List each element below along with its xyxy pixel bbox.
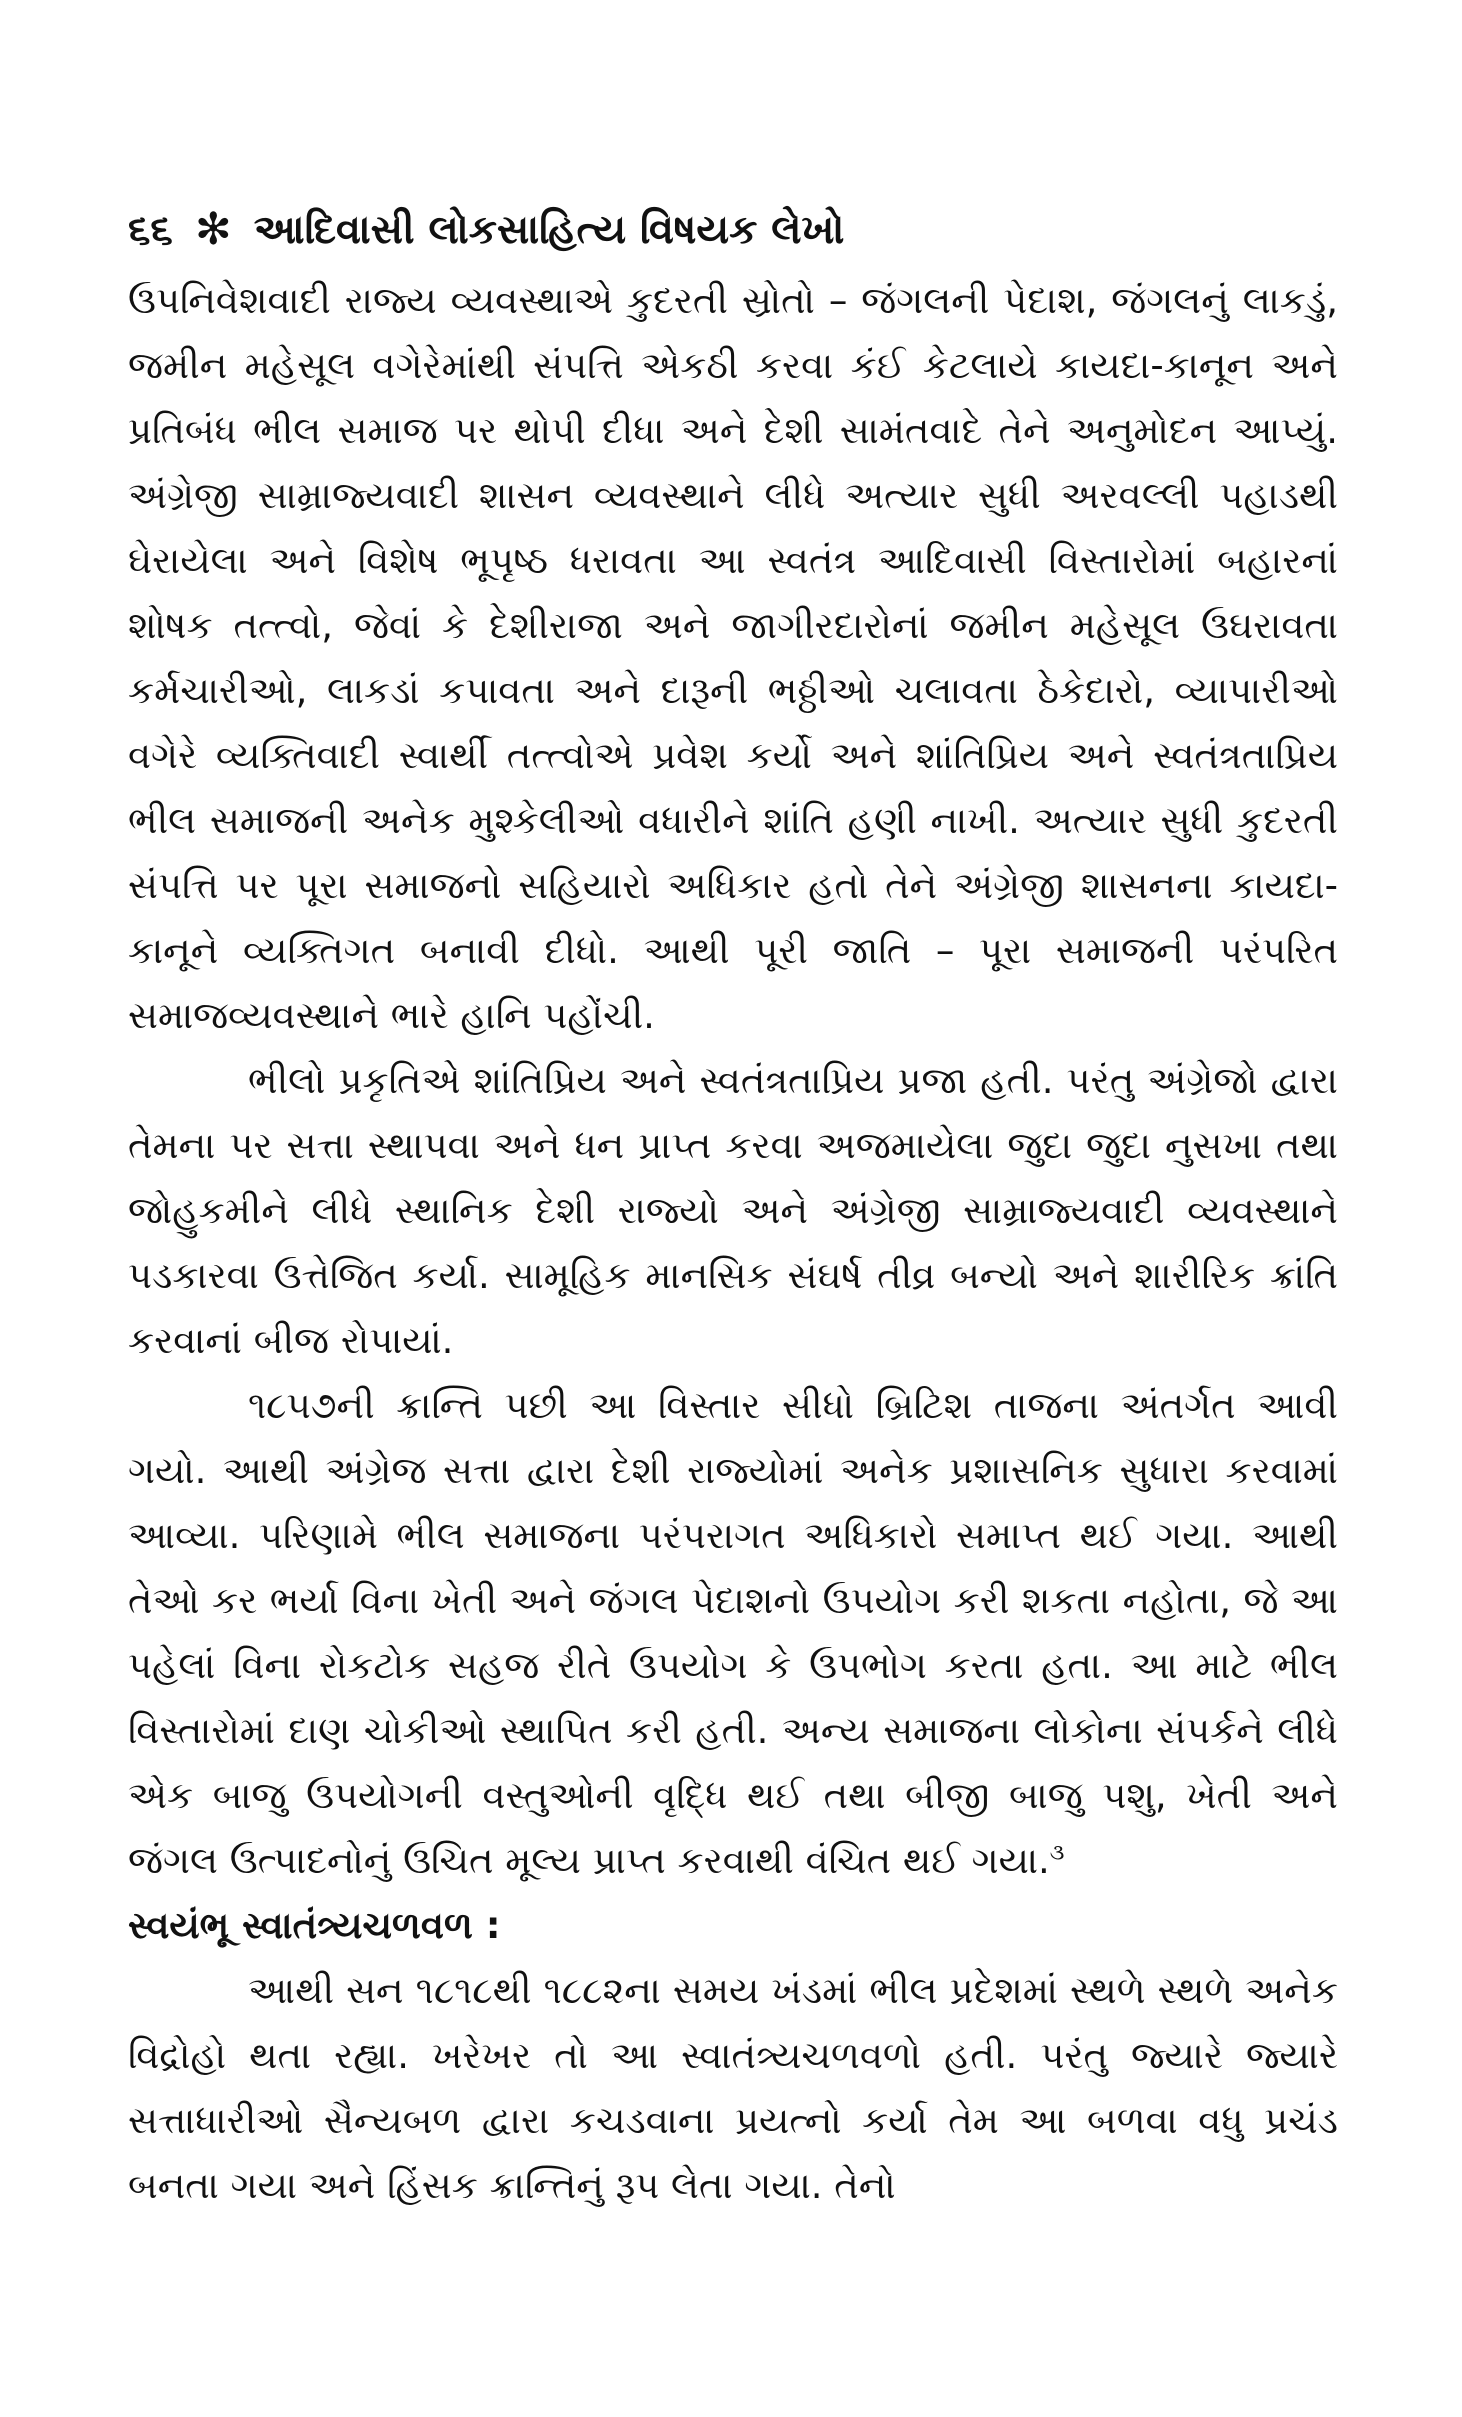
asterisk-ornament-icon: ✻ [194, 204, 232, 255]
body-text [128, 268, 1338, 2218]
paragraph-3-text: ૧૮૫૭ની ક્રાન્તિ પછી આ વિસ્તાર સીધો બ્રિટિશ તાજના અંતર્ગત આવી ગયો. આથી અંગ્રેજ સત્તા દ્વારા દેશી રાજ્યોમાં અનેક પ્રશાસનિક સુધારા કરવામાં આવ્યા. પરિણામે ભીલ સમાજના પરંપરાગત અધિકારો સમાપ્ત થઈ ગયા. આથી તેઓ કર ભર્યા વિના ખેતી અને જંગલ પેદાશનો ઉપયોગ કરી શકતા નહોતા, જે આ પહેલાં વિના રોકટોક સહજ રીતે ઉપયોગ કે ઉપભોગ કરતા હતા. આ માટે ભીલ વિસ્તારોમાં દાણ ચોકીઓ સ્થાપિત કરી હતી. અન્ય સમાજના લોકોના સંપર્કને લીધે એક બાજુ ઉપયોગની વસ્તુઓની વૃદ્ધિ થઈ તથા બીજી બાજુ પશુ, ખેતી અને જંગલ ઉત્પાદનોનું ઉચિત મૂલ્ય પ્રાપ્ત કરવાથી વંચિત થઈ ગયા. [128, 1384, 1338, 1882]
section-heading: સ્વયંભૂ સ્વાતંત્ર્યચળવળ : [128, 1904, 501, 1947]
paragraph-1: ઉપનિવેશવાદી રાજ્ય વ્યવસ્થાએ કુદરતી સ્રોતો – જંગલની પેદાશ, જંગલનું લાકડું, જમીન મહેસૂલ વગેરેમાંથી સંપત્તિ એકઠી કરવા કંઈ કેટલાયે કાયદા-કાનૂન અને પ્રતિબંધ ભીલ સમાજ પર થોપી દીધા અને દેશી સામંતવાદે તેને અનુમોદન આપ્યું. અંગ્રેજી સામ્રાજ્યવાદી શાસન વ્યવસ્થાને લીધે અત્યાર સુધી અરવલ્લી પહાડથી ઘેરાયેલા અને વિશેષ ભૂપૃષ્ઠ ધરાવતા આ સ્વતંત્ર આદિવાસી વિસ્તારોમાં બહારનાં શોષક તત્ત્વો, જેવાં કે દેશીરાજા અને જાગીરદારોનાં જમીન મહેસૂલ ઉઘરાવતા કર્મચારીઓ, લાકડાં કપાવતા અને દારૂની ભઠ્ઠીઓ ચલાવતા ઠેકેદારો, વ્યાપારીઓ વગેરે વ્યક્તિવાદી સ્વાર્થી તત્ત્વોએ પ્રવેશ કર્યો અને શાંતિપ્રિય અને સ્વતંત્રતાપ્રિય ભીલ સમાજની અનેક મુશ્કેલીઓ વધારીને શાંતિ હણી નાખી. અત્યાર સુધી કુદરતી સંપત્તિ પર પૂરા સમાજનો સહિયારો અધિકાર હતો તેને અંગ્રેજી શાસનના કાયદા-કાનૂને વ્યક્તિગત બનાવી દીધો. આથી પૂરી જાતિ – પૂરા સમાજની પરંપરિત સમાજવ્યવસ્થાને ભારે હાનિ પહોંચી. [128, 279, 1338, 1037]
paragraph-4: આથી સન ૧૮૧૮થી ૧૮૮૨ના સમય ખંડમાં ભીલ પ્રદેશમાં સ્થળે સ્થળે અનેક વિદ્રોહો થતા રહ્યા. ખરેખર તો આ સ્વાતંત્ર્યચળવળો હતી. પરંતુ જ્યારે જ્યારે સત્તાધારીઓ સૈન્યબળ દ્વારા કચડવાના પ્રયત્નો કર્યા તેમ આ બળવા વધુ પ્રચંડ બનતા ગયા અને હિંસક ક્રાન્તિનું રૂપ લેતા ગયા. તેનો [128, 1969, 1338, 2207]
running-header [128, 200, 1338, 260]
footnote-marker: ૩ [1049, 1840, 1065, 1866]
paragraph-2: ભીલો પ્રકૃતિએ શાંતિપ્રિય અને સ્વતંત્રતાપ્રિય પ્રજા હતી. પરંતુ અંગ્રેજો દ્વારા તેમના પર સત્તા સ્થાપવા અને ધન પ્રાપ્ત કરવા અજમાયેલા જુદા જુદા નુસખા તથા જોહુકમીને લીધે સ્થાનિક દેશી રાજ્યો અને અંગ્રેજી સામ્રાજ્યવાદી વ્યવસ્થાને પડકારવા ઉત્તેજિત કર્યા. સામૂહિક માનસિક સંઘર્ષ તીવ્ર બન્યો અને શારીરિક ક્રાંતિ કરવાનાં બીજ રોપાયાં. [128, 1059, 1338, 1362]
book-page [128, 200, 1338, 2218]
page-number: ૬૬ [128, 207, 173, 253]
running-title: આદિવાસી લોકસાહિત્ય વિષયક લેખો [253, 207, 845, 253]
paragraph-3 [128, 1373, 1338, 1893]
